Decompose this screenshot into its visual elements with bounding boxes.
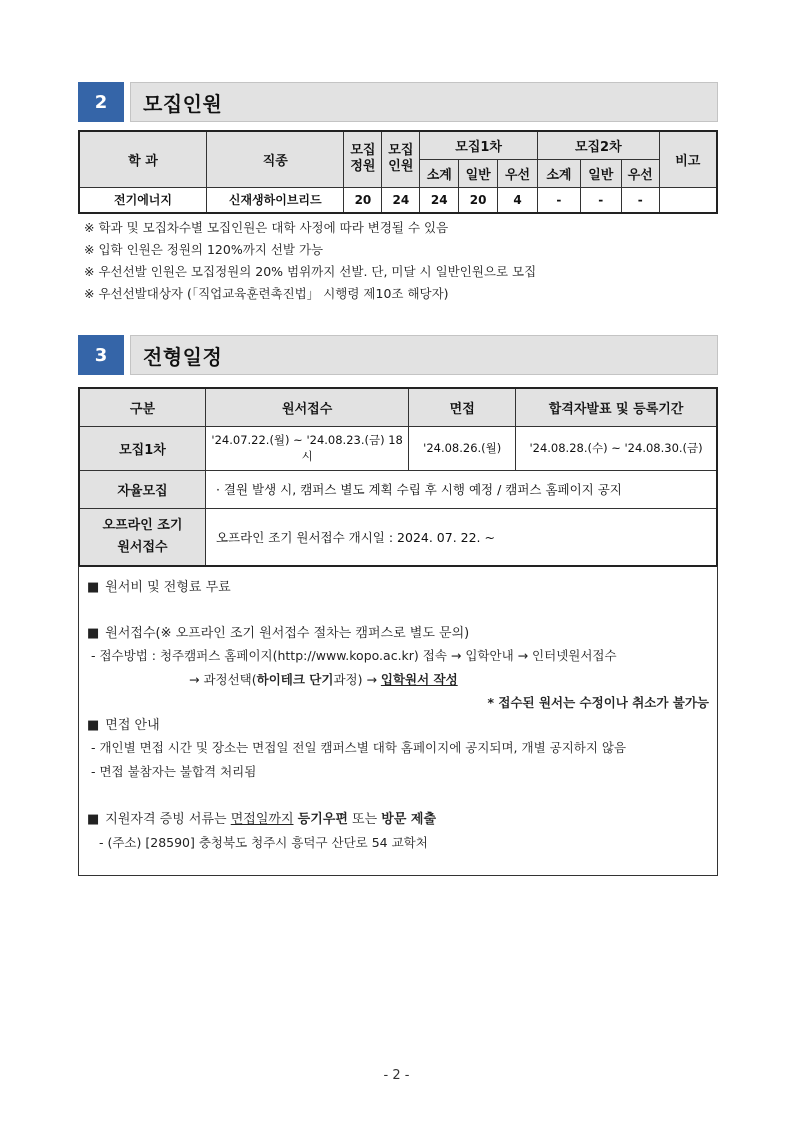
cell-r1-priority: 4: [498, 187, 538, 213]
info-interview-2: - 면접 불참자는 불합격 처리됨: [91, 764, 257, 779]
header-priority-1: 우선: [498, 159, 538, 187]
cell-r1-subtotal: 24: [420, 187, 459, 213]
method-course: 하이테크 단기: [256, 672, 334, 687]
cell-quota: 20: [344, 187, 382, 213]
cell-round1-interview: '24.08.26.(월): [409, 426, 516, 470]
row-label-offline: [79, 508, 205, 566]
cell-note: [659, 187, 717, 213]
header-note: 비고: [659, 131, 717, 187]
cell-open-recruitment: · 결원 발생 시, 캠퍼스 별도 계획 수립 후 시행 예정 / 캠퍼스 홈페이지 공지: [205, 470, 717, 508]
row-label-open: 자율모집: [79, 470, 205, 508]
header-application: 원서접수: [205, 388, 408, 426]
table-row: [79, 187, 717, 213]
application-info-box: [78, 566, 718, 876]
row-label-round1: 모집1차: [79, 426, 205, 470]
header-subtotal-1: 소계: [420, 159, 459, 187]
recruitment-table: [78, 130, 718, 214]
method-write-form: 입학원서 작성: [380, 672, 458, 687]
cell-dept: 전기에너지: [79, 187, 207, 213]
info-apply-head: [87, 622, 469, 641]
header-interview: 면접: [409, 388, 516, 426]
cell-r2-subtotal: -: [537, 187, 580, 213]
section-number: 2: [78, 82, 124, 122]
docs-text: 또는: [347, 812, 382, 827]
cell-round1-application: '24.07.22.(월) ~ '24.08.23.(금) 18시: [205, 426, 408, 470]
info-warning: * 접수된 원서는 수정이나 취소가 불가능: [487, 695, 709, 710]
header-result: 합격자발표 및 등록기간: [516, 388, 717, 426]
method-text: → 과정선택(: [189, 672, 257, 687]
docs-visit: 방문 제출: [381, 812, 437, 827]
recruitment-notes: [84, 217, 536, 305]
header-general-1: 일반: [459, 159, 498, 187]
header-round2: 모집2차: [537, 131, 659, 159]
cell-offline-early: 오프라인 조기 원서접수 개시일 : 2024. 07. 22. ~: [205, 508, 717, 566]
info-fee: [87, 576, 231, 595]
section-title: 전형일정: [130, 335, 718, 375]
cell-job: 신재생하이브리드: [207, 187, 344, 213]
header-division: 구분: [79, 388, 205, 426]
square-bullet-icon: ■: [87, 718, 100, 733]
info-docs: [87, 808, 436, 827]
cell-r1-general: 20: [459, 187, 498, 213]
note-line: ※ 우선선발 인원은 모집정원의 20% 범위까지 선발. 단, 미달 시 일반인원으로 모집: [84, 264, 537, 279]
note-line: ※ 학과 및 모집차수별 모집인원은 대학 사정에 따라 변경될 수 있음: [84, 220, 449, 235]
section-2-header: [78, 82, 718, 122]
page-number: - 2 -: [383, 1068, 410, 1083]
schedule-table: [78, 387, 718, 567]
header-job: 직종: [207, 131, 344, 187]
header-people: 모집 인원: [382, 131, 420, 187]
info-interview-1: - 개인별 면접 시간 및 장소는 면접일 전일 캠퍼스별 대학 홈페이지에 공지되며, 개별 공지하지 않음: [91, 740, 627, 755]
table-row: [79, 426, 717, 470]
note-line: ※ 입학 인원은 정원의 120%까지 선발 가능: [84, 242, 324, 257]
info-interview-head: [87, 714, 160, 733]
section-number: 3: [78, 335, 124, 375]
info-method-2: [189, 670, 458, 688]
info-fee-text: 원서비 및 전형료 무료: [105, 580, 231, 595]
offline-label-line2: 원서접수: [117, 539, 168, 555]
header-general-2: 일반: [580, 159, 621, 187]
docs-registered-mail: 등기우편: [297, 812, 348, 827]
info-method-1: - 접수방법 : 청주캠퍼스 홈페이지(http://www.kopo.ac.kr) 접속 → 입학안내 → 인터넷원서접수: [91, 648, 617, 663]
square-bullet-icon: ■: [87, 812, 100, 827]
offline-label-line1: 오프라인 조기: [102, 517, 183, 533]
header-dept: 학 과: [79, 131, 207, 187]
method-text: 과정) →: [333, 672, 381, 687]
section-3-header: [78, 335, 718, 375]
table-row: [79, 508, 717, 566]
cell-r2-general: -: [580, 187, 621, 213]
table-row: [79, 470, 717, 508]
docs-deadline: 면접일까지: [230, 812, 294, 827]
note-line: ※ 우선선발대상자 (「직업교육훈련촉진법」 시행령 제10조 해당자): [84, 286, 449, 301]
info-address: - (주소) [28590] 충청북도 청주시 흥덕구 산단로 54 교학처: [99, 835, 428, 850]
cell-r2-priority: -: [621, 187, 659, 213]
docs-text: 지원자격 증빙 서류는: [105, 812, 231, 827]
square-bullet-icon: ■: [87, 626, 100, 641]
info-interview-head-text: 면접 안내: [105, 718, 160, 733]
info-apply-head-text: 원서접수(※ 오프라인 조기 원서접수 절차는 캠퍼스로 별도 문의): [105, 626, 470, 641]
square-bullet-icon: ■: [87, 580, 100, 595]
section-title: 모집인원: [130, 82, 718, 122]
header-round1: 모집1차: [420, 131, 538, 159]
header-quota: 모집 정원: [344, 131, 382, 187]
cell-people: 24: [382, 187, 420, 213]
header-subtotal-2: 소계: [537, 159, 580, 187]
cell-round1-result: '24.08.28.(수) ~ '24.08.30.(금): [516, 426, 717, 470]
header-priority-2: 우선: [621, 159, 659, 187]
